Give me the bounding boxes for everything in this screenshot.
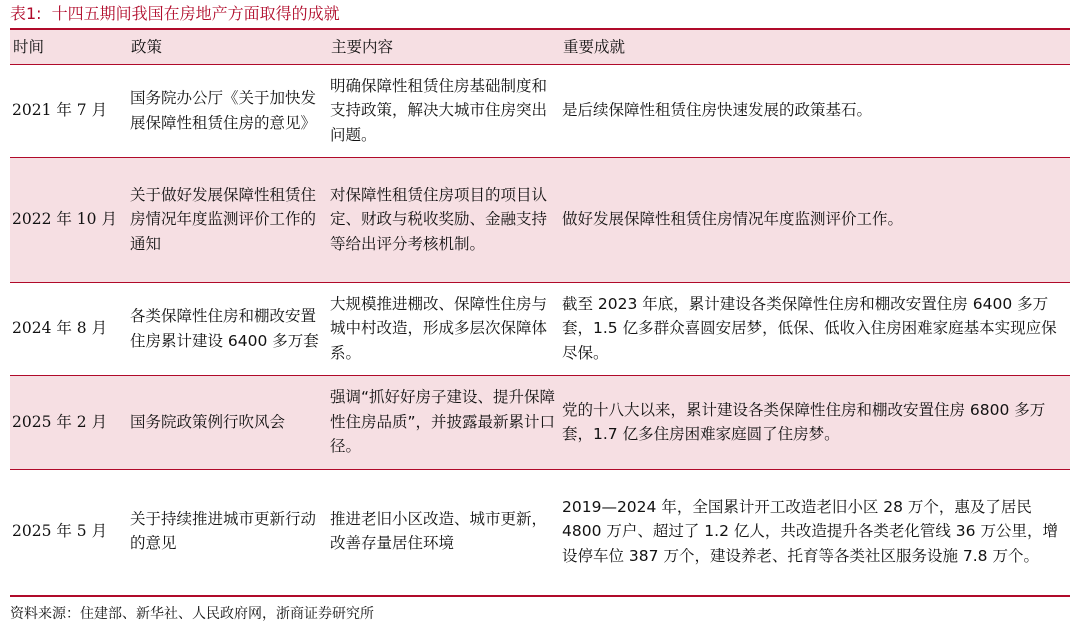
cell-policy: 关于做好发展保障性租赁住房情况年度监测评价工作的通知 [128,157,328,282]
cell-content: 对保障性租赁住房项目的项目认定、财政与税收奖励、金融支持等给出评分考核机制。 [328,157,560,282]
source-note: 资料来源：住建部、新华社、人民政府网，浙商证券研究所 [10,606,374,622]
cell-time: 2022 年 10 月 [10,157,128,282]
table-row [10,157,1070,282]
achievement-table [10,30,1070,593]
cell-time: 2025 年 5 月 [12,522,108,540]
header-achievement: 重要成就 [560,30,1070,64]
header-content: 主要内容 [328,30,560,64]
caption-title: 十四五期间我国在房地产方面取得的成就 [51,4,340,23]
table-row [10,469,1070,593]
cell-achievement: 是后续保障性租赁住房快速发展的政策基石。 [560,64,1070,157]
bottom-rule [10,595,1070,597]
cell-content: 明确保障性租赁住房基础制度和支持政策，解决大城市住房突出问题。 [328,64,560,157]
cell-content: 强调“抓好好房子建设、提升保障性住房品质”，并披露最新累计口径。 [328,375,560,469]
header-row [10,30,1070,64]
cell-time: 2024 年 8 月 [10,282,128,375]
cell-time: 2021 年 7 月 [10,64,128,157]
table-row [10,64,1070,157]
table-caption [10,3,340,25]
cell-achievement: 截至 2023 年底，累计建设各类保障性住房和棚改安置住房 6400 多万套，1.5 亿多群众喜圆安居梦，低保、低收入住房困难家庭基本实现应保尽保。 [560,282,1070,375]
cell-time: 2025 年 2 月 [10,375,128,469]
caption-label: 表1: [10,4,42,23]
header-policy: 政策 [128,30,328,64]
cell-achievement: 党的十八大以来，累计建设各类保障性住房和棚改安置住房 6800 多万套，1.7 亿多住房困难家庭圆了住房梦。 [560,375,1070,469]
header-time: 时间 [10,30,128,64]
table-row [10,375,1070,469]
cell-policy: 国务院办公厅《关于加快发展保障性租赁住房的意见》 [128,64,328,157]
cell-policy: 国务院政策例行吹风会 [128,375,328,469]
cell-content: 大规模推进棚改、保障性住房与城中村改造，形成多层次保障体系。 [328,282,560,375]
cell-content: 推进老旧小区改造、城市更新，改善存量居住环境 [330,509,548,553]
cell-policy: 关于持续推进城市更新行动的意见 [130,509,317,553]
cell-achievement: 做好发展保障性租赁住房情况年度监测评价工作。 [560,157,1070,282]
table-row [10,282,1070,375]
cell-policy: 各类保障性住房和棚改安置住房累计建设 6400 多万套 [128,282,328,375]
cell-achievement: 2019—2024 年，全国累计开工改造老旧小区 28 万个，惠及了居民 4800 万户、超过了 1.2 亿人，共改造提升各类老化管线 36 万公里，增设停车位 387 万个，建设养老、托育等各类社区服务设施 7.8 万个。 [562,497,1058,565]
